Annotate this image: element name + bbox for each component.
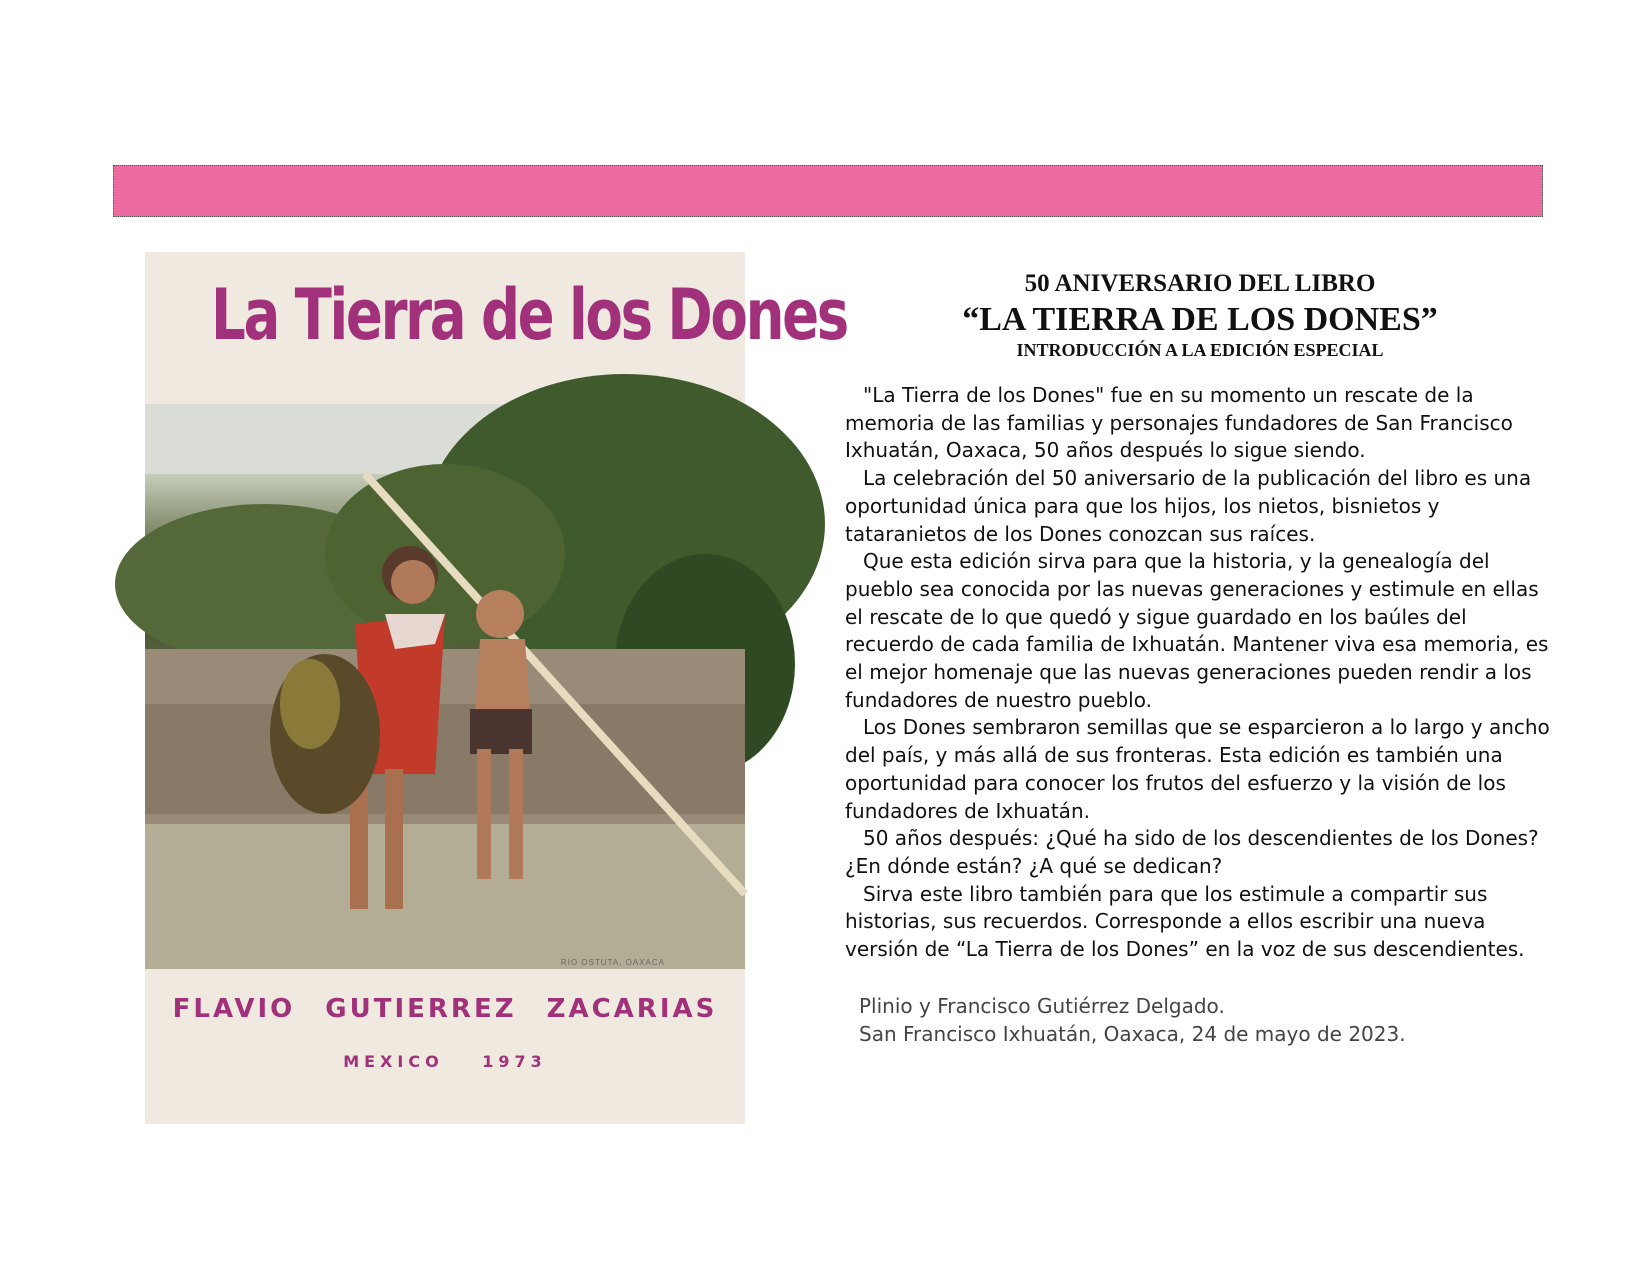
heading-book-title: “LA TIERRA DE LOS DONES” <box>962 301 1438 338</box>
cover-photo-illustration <box>145 404 745 969</box>
heading-anniversary: 50 ANIVERSARIO DEL LIBRO <box>1024 270 1376 297</box>
paragraph: Sirva este libro también para que los estimule a compartir sus historias, sus recuerdos. Corresponde a ellos escribir una nueva versión de “La Tierra de los Dones” en la voz de sus descendientes. <box>845 881 1525 962</box>
signature-place-date: San Francisco Ixhuatán, Oaxaca, 24 de mayo de 2023. <box>859 1021 1406 1046</box>
cover-title: La Tierra de los Dones <box>211 274 847 356</box>
paragraph: Los Dones sembraron semillas que se esparcieron a lo largo y ancho del país, y más allá de sus fronteras. Esta edición es también una oportunidad para conocer los frutos del esfuerzo y la visión de los fundadores de Ixhuatán. <box>845 715 1550 823</box>
paragraph: "La Tierra de los Dones" fue en su momento un rescate de la memoria de las familias y personajes fundadores de San Francisco Ixhuatán, Oaxaca, 50 años después lo sigue siendo. <box>845 383 1513 463</box>
header-band <box>113 165 1543 217</box>
cover-place-year: MEXICO 1973 <box>343 1052 547 1071</box>
article-body <box>845 382 1555 964</box>
cover-photo <box>145 404 745 969</box>
cover-author: FLAVIO GUTIERREZ ZACARIAS <box>172 994 718 1024</box>
article <box>845 268 1555 1048</box>
signature <box>845 992 1555 1048</box>
paragraph: 50 años después: ¿Qué ha sido de los descendientes de los Dones? ¿En dónde están? ¿A qué se dedican? <box>845 826 1539 878</box>
paragraph: La celebración del 50 aniversario de la publicación del libro es una oportunidad única para que los hijos, los nietos, bisnietos y tataranietos de los Dones conozcan sus raíces. <box>845 466 1532 546</box>
book-cover <box>145 252 847 1124</box>
photo-credit: RIO OSTUTA, OAXACA <box>560 958 665 967</box>
heading-introduction: INTRODUCCIÓN A LA EDICIÓN ESPECIAL <box>1016 340 1384 360</box>
paragraph: Que esta edición sirva para que la historia, y la genealogía del pueblo sea conocida por las nuevas generaciones y estimule en ellas el rescate de lo que quedó y sigue guardado en los baúles del recuerdo de cada familia de Ixhuatán. Mantener viva esa memoria, es el mejor homenaje que las nuevas generaciones pueden rendir a los fundadores de nuestro pueblo. <box>845 549 1549 712</box>
signature-authors: Plinio y Francisco Gutiérrez Delgado. <box>859 993 1225 1018</box>
